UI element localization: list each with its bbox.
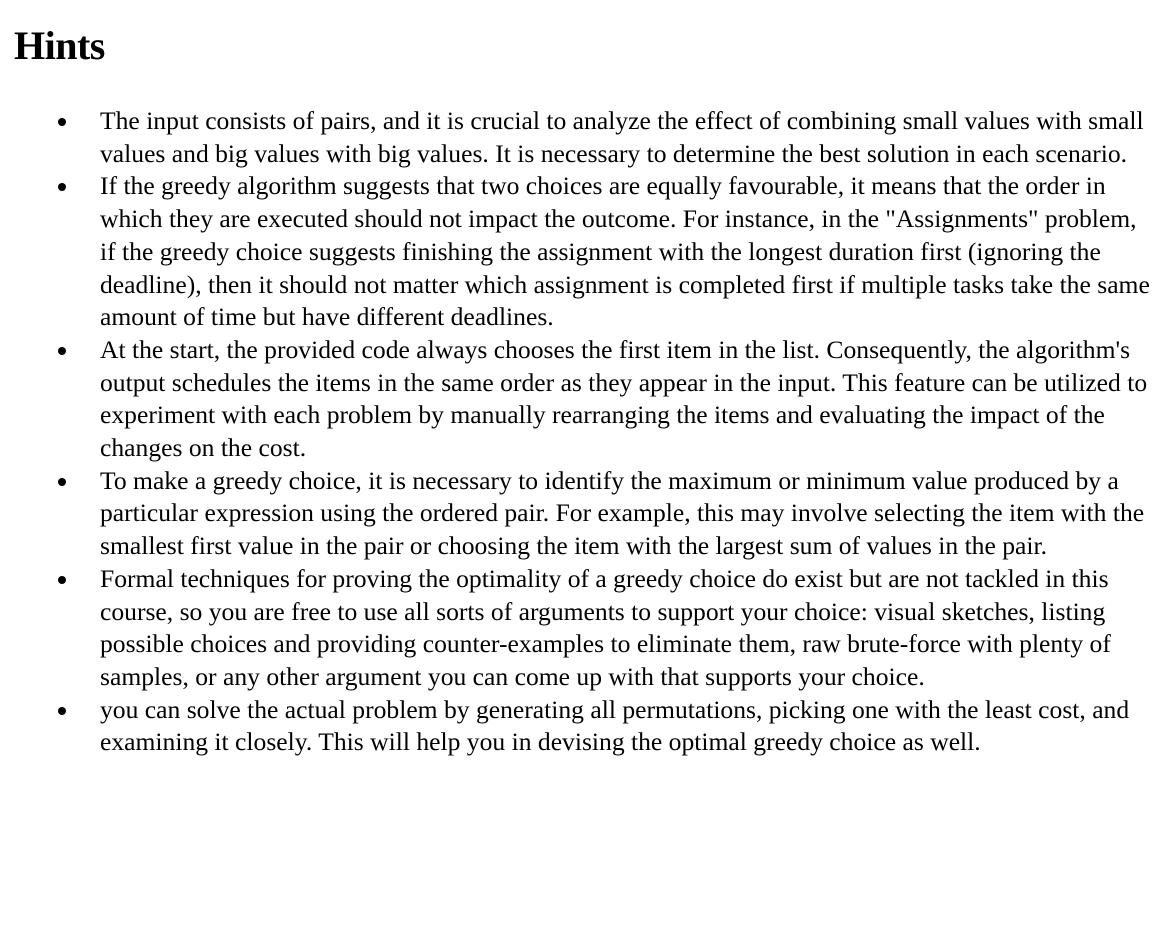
hint-text: At the start, the provided code always chooses the first item in the list. Consequently, the algorithm's output schedules the items in the same order as they appear in the input. This feature can be utilized to experiment with each problem by manually rearranging the items and evaluating the impact of the changes on the cost. — [100, 334, 1148, 463]
hint-text: Formal techniques for proving the optimality of a greedy choice do exist but are not tackled in this course, so you are free to use all sorts of arguments to support your choice: visual sketches, listing possible choices and providing counter-examples to eliminate them, raw brute-force with plenty of samples, or any other argument you can come up with that supports your choice. — [100, 563, 1111, 691]
bullet-icon — [58, 183, 66, 191]
list-item — [0, 563, 1150, 694]
bullet-icon — [58, 707, 66, 715]
hint-text: you can solve the actual problem by generating all permutations, picking one with the least cost, and examining it closely. This will help you in devising the optimal greedy choice as well. — [100, 694, 1130, 757]
hint-text: The input consists of pairs, and it is crucial to analyze the effect of combining small values with small values and big values with big values. It is necessary to determine the best solution in each scenario. — [100, 106, 1144, 168]
hints-list — [0, 105, 1150, 759]
list-item — [0, 465, 1150, 563]
list-item — [0, 694, 1150, 759]
hint-text: If the greedy algorithm suggests that two choices are equally favourable, it means that the order in which they are executed should not impact the outcome. For instance, in the "Assignments" problem, if the greedy choice suggests finishing the assignment with the longest duration first (ignoring the deadline), then it should not matter which assignment is completed first if multiple tasks take the same amount of time but have different deadlines. — [100, 171, 1150, 332]
bullet-icon — [58, 347, 66, 355]
bullet-icon — [58, 118, 66, 126]
page-title: Hints — [14, 23, 105, 68]
list-item — [0, 105, 1150, 170]
bullet-icon — [58, 576, 66, 584]
list-item — [0, 334, 1150, 465]
hint-text: To make a greedy choice, it is necessary to identify the maximum or minimum value produced by a particular expression using the ordered pair. For example, this may involve selecting the item with the smallest first value in the pair or choosing the item with the largest sum of values in the pair. — [100, 465, 1145, 561]
list-item — [0, 170, 1150, 334]
bullet-icon — [58, 478, 66, 486]
